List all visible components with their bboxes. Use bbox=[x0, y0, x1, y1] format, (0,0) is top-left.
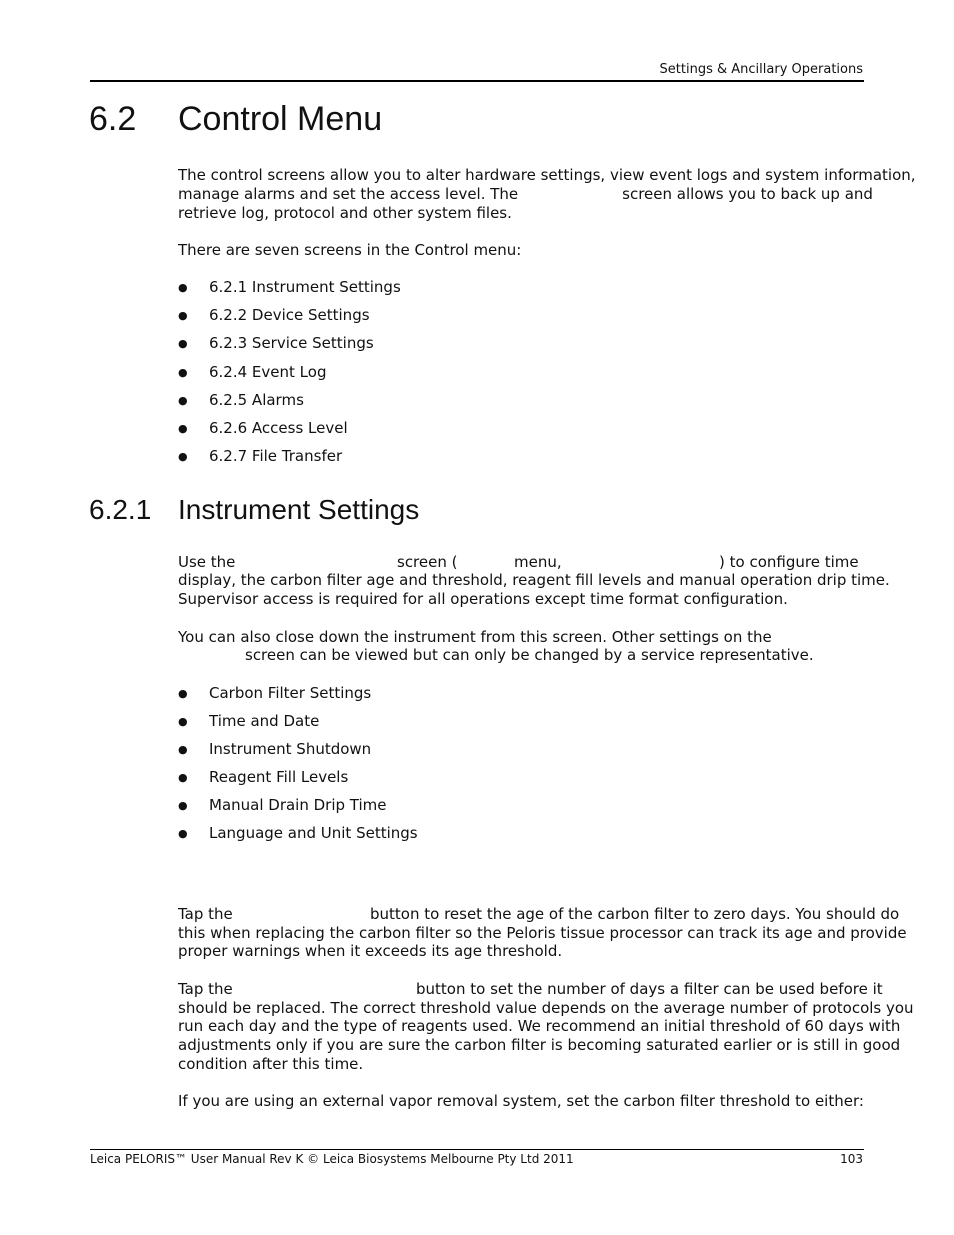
page-number: 103 bbox=[840, 1152, 863, 1166]
header-rule bbox=[90, 80, 864, 82]
list-item: ● 6.2.1 Instrument Settings bbox=[178, 278, 401, 296]
instrument-line-3: Supervisor access is required for all operations except time format configuration. bbox=[178, 590, 788, 608]
intro-line-2b: screen allows you to back up and bbox=[622, 185, 873, 203]
list-item: ● 6.2.4 Event Log bbox=[178, 363, 327, 381]
footer-copyright: Leica PELORIS™ User Manual Rev K © Leica Biosystems Melbourne Pty Ltd 2011 bbox=[90, 1152, 574, 1166]
list-item: ● Time and Date bbox=[178, 712, 320, 730]
instrument-p2-line-2: screen can be viewed but can only be changed by a service representative. bbox=[245, 646, 814, 664]
intro-line-1: The control screens allow you to alter hardware settings, view event logs and system information, bbox=[178, 166, 916, 184]
section-title: Control Menu bbox=[178, 100, 383, 138]
list-item: ● Carbon Filter Settings bbox=[178, 684, 372, 702]
intro-line-3: retrieve log, protocol and other system files. bbox=[178, 204, 512, 222]
carbon-p1-line-3: proper warnings when it exceeds its age threshold. bbox=[178, 942, 563, 960]
list-item: ● Instrument Shutdown bbox=[178, 740, 372, 758]
list-item: ● 6.2.2 Device Settings bbox=[178, 306, 370, 324]
intro-paragraph-2: There are seven screens in the Control menu: bbox=[178, 241, 522, 259]
list-item: ● Reagent Fill Levels bbox=[178, 768, 349, 786]
list-item: ● Language and Unit Settings bbox=[178, 824, 418, 842]
instrument-line-2: display, the carbon filter age and threshold, reagent fill levels and manual operation drip time. bbox=[178, 571, 890, 589]
carbon-p2-line-3: run each day and the type of reagents used. We recommend an initial threshold of 60 days with bbox=[178, 1017, 901, 1035]
carbon-p2-line-5: condition after this time. bbox=[178, 1055, 364, 1073]
list-item: ● 6.2.3 Service Settings bbox=[178, 334, 374, 352]
list-item: ● 6.2.5 Alarms bbox=[178, 391, 304, 409]
carbon-p2-line-2: should be replaced. The correct threshold value depends on the average number of protocols you bbox=[178, 999, 914, 1017]
subsection-number: 6.2.1 bbox=[89, 494, 152, 525]
list-item: ● 6.2.7 File Transfer bbox=[178, 447, 343, 465]
carbon-p1-line-2: this when replacing the carbon filter so the Peloris tissue processor can track its age and provide bbox=[178, 924, 907, 942]
list-item: ● 6.2.6 Access Level bbox=[178, 419, 348, 437]
carbon-p2-line-4: adjustments only if you are sure the carbon filter is becoming saturated earlier or is still in good bbox=[178, 1036, 901, 1054]
subsection-heading bbox=[89, 494, 419, 526]
list-item: ● Manual Drain Drip Time bbox=[178, 796, 387, 814]
running-header: Settings & Ancillary Operations bbox=[659, 62, 863, 77]
intro-line-2 bbox=[178, 185, 873, 204]
subsection-title: Instrument Settings bbox=[178, 494, 420, 525]
instrument-p2-line-1: You can also close down the instrument from this screen. Other settings on the bbox=[178, 628, 772, 646]
intro-line-2a: manage alarms and set the access level. The bbox=[178, 185, 519, 203]
section-number: 6.2 bbox=[89, 100, 137, 138]
footer-rule bbox=[90, 1149, 864, 1150]
section-heading bbox=[89, 100, 382, 139]
carbon-p3: If you are using an external vapor removal system, set the carbon filter threshold to either: bbox=[178, 1092, 864, 1110]
